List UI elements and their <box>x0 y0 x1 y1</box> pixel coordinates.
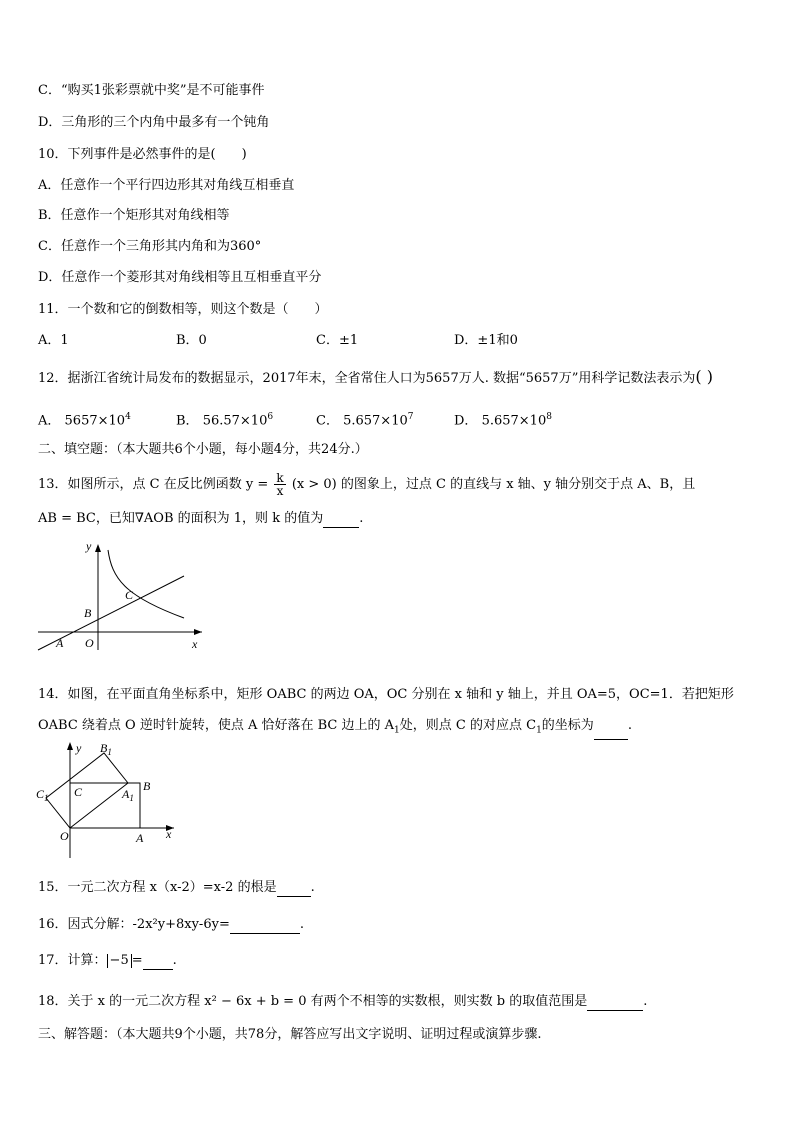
q14-label-a1: $A_1$ <box>122 787 134 803</box>
q17 <box>38 951 177 970</box>
q17-equals: = <box>131 953 143 968</box>
q14-line2-a: OABC 绕着点 O 逆时针旋转，使点 A 恰好落在 BC 边上的 A <box>38 718 395 733</box>
q16-end: . <box>299 917 304 932</box>
q12-option-a-label: A． <box>38 413 61 429</box>
q15-stem: 15．一元二次方程 x（x-2）=x-2 的根是 <box>38 880 277 895</box>
q12-option-a-base: 5657×10 <box>64 413 126 429</box>
q12-option-b-base: 56.57×10 <box>202 413 268 429</box>
q13-label-c: C <box>125 588 134 602</box>
q12-option-c <box>316 408 413 430</box>
q12-option-c-label: C． <box>316 413 339 429</box>
q13-label-o: O <box>85 636 94 650</box>
q14-line2 <box>38 717 632 740</box>
q17-absolute-value: −5 <box>107 954 132 968</box>
q12-option-b <box>176 408 273 430</box>
q14-rotated-rect <box>46 753 128 828</box>
q13-line2-a: AB = BC，已知 <box>38 511 135 526</box>
q13-line2-b: ∇AOB 的面积为 1，则 k 的值为 <box>134 511 324 526</box>
q12-option-d-base: 5.657×10 <box>481 413 547 429</box>
q12-option-a <box>38 408 131 430</box>
q16 <box>38 915 304 934</box>
q12-option-c-base: 5.657×10 <box>343 413 408 429</box>
q13-x-arrow <box>194 629 202 635</box>
q12-stem-text: 12．据浙江省统计局发布的数据显示，2017年末，全省常住人口为5657万人. 数据“5657万”用科学记数法表示为 <box>38 371 696 386</box>
q11-stem: 11．一个数和它的倒数相等，则这个数是（ ） <box>38 302 328 317</box>
section-2-heading: 二、填空题：（本大题共6个小题，每小题4分，共24分.） <box>38 442 368 457</box>
q13-figure <box>34 538 209 654</box>
q13-y-arrow <box>95 544 101 552</box>
q12-option-b-label: B． <box>176 413 199 429</box>
q14-line1: 14．如图，在平面直角坐标系中，矩形 OABC 的两边 OA，OC 分别在 x 轴和 y 轴上，并且 OA=5，OC=1．若把矩形 <box>38 687 734 702</box>
q17-answer-blank[interactable] <box>143 951 173 970</box>
q12-stem <box>38 368 713 388</box>
q11-option-a: A．1 <box>38 333 69 348</box>
q14-figure <box>34 740 184 860</box>
q14-label-o: O <box>60 829 69 843</box>
q14-line2-sub: 1 <box>394 725 400 736</box>
q10-option-a: A．任意作一个平行四边形其对角线互相垂直 <box>38 178 295 193</box>
q16-stem: 16．因式分解：-2x²y+8xy-6y= <box>38 917 230 932</box>
q12-option-a-exp: 4 <box>125 412 131 422</box>
q11-option-c: C．±1 <box>316 333 359 348</box>
q10-option-b: B．任意作一个矩形其对角线相等 <box>38 208 230 223</box>
q14-y-arrow <box>67 742 73 750</box>
q13-stem-a: 13．如图所示，点 C 在反比例函数 y = <box>38 477 269 492</box>
q12-option-b-exp: 6 <box>267 412 274 422</box>
q12-option-c-exp: 7 <box>407 412 414 422</box>
q10-stem: 10．下列事件是必然事件的是( ) <box>38 147 247 162</box>
q12-option-d <box>454 408 552 430</box>
q18-stem: 18．关于 x 的一元二次方程 x² − 6x + b = 0 有两个不相等的实数根，则实数 b 的取值范围是 <box>38 994 588 1009</box>
q14-label-a: A <box>136 831 144 845</box>
q10-option-d: D．任意作一个菱形其对角线相等且互相垂直平分 <box>38 270 322 285</box>
q14-answer-blank[interactable] <box>594 721 628 740</box>
q14-label-b1: $B_1$ <box>100 741 112 757</box>
q13-hyperbola <box>108 550 184 618</box>
q14-label-c1: $C_1$ <box>36 787 49 803</box>
q13-label-a: A <box>56 636 64 650</box>
q16-answer-blank[interactable] <box>230 915 300 934</box>
q15 <box>38 878 315 897</box>
q14-label-x: x <box>166 827 172 841</box>
q15-end: . <box>310 880 315 895</box>
q11-option-d: D．±1和0 <box>454 333 518 348</box>
q13-answer-blank[interactable] <box>323 509 359 528</box>
q13-frac-num: k <box>276 471 284 485</box>
q9-option-c: C．“购买1张彩票就中奖”是不可能事件 <box>38 83 265 98</box>
q13-frac-den: x <box>276 484 284 498</box>
q12-paren: ( ) <box>695 367 713 386</box>
q18-answer-blank[interactable] <box>587 992 643 1011</box>
q12-option-d-exp: 8 <box>546 412 552 422</box>
q13-label-y: y <box>86 539 92 553</box>
q13-line2 <box>38 509 363 528</box>
q14-line2-end: . <box>627 718 632 733</box>
q14-line2-b: 处，则点 C 的对应点 C <box>399 718 537 733</box>
q17-stem: 17．计算： <box>38 953 107 968</box>
q18 <box>38 992 647 1011</box>
q11-option-b: B．0 <box>176 333 207 348</box>
q14-line2-sub2: 1 <box>536 725 542 736</box>
q13-line2-end: . <box>359 511 364 526</box>
q14-label-c: C <box>74 785 83 799</box>
q12-option-d-label: D． <box>454 413 478 429</box>
q14-label-b: B <box>143 779 151 793</box>
q13-stem <box>38 472 695 497</box>
q14-label-y: y <box>76 741 82 755</box>
q15-answer-blank[interactable] <box>277 878 311 897</box>
q14-line2-c: 的坐标为 <box>541 718 594 733</box>
q13-fraction <box>274 472 285 497</box>
q10-option-c: C．任意作一个三角形其内角和为360° <box>38 239 262 254</box>
q13-label-x: x <box>192 637 198 651</box>
q9-option-d: D．三角形的三个内角中最多有一个钝角 <box>38 115 270 130</box>
q18-end: . <box>643 994 648 1009</box>
q17-end: . <box>172 953 177 968</box>
q13-stem-b: (x > 0) 的图象上，过点 C 的直线与 x 轴、y 轴分别交于点 A、B，且 <box>291 477 696 492</box>
section-3-heading: 三、解答题：（本大题共9个小题，共78分，解答应写出文字说明、证明过程或演算步骤. <box>38 1027 542 1042</box>
q13-label-b: B <box>84 606 92 620</box>
